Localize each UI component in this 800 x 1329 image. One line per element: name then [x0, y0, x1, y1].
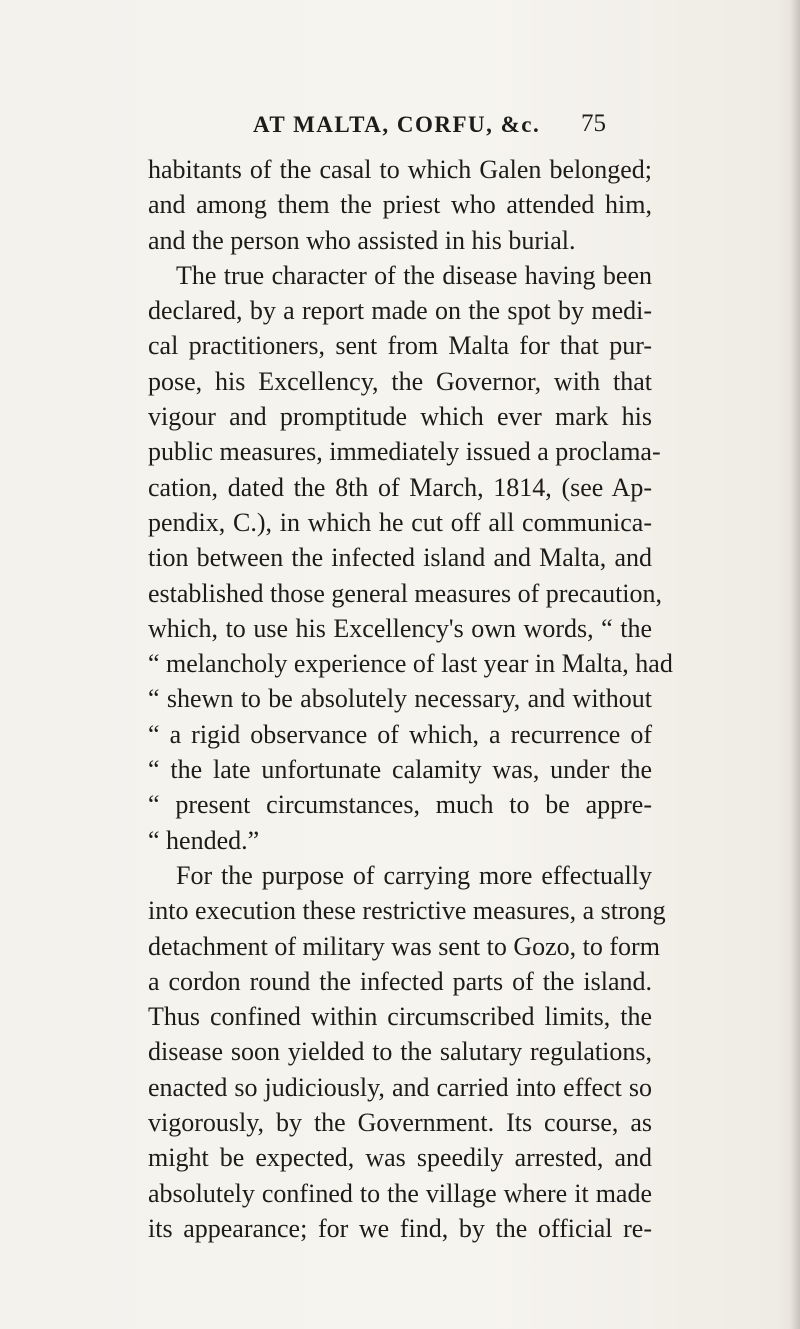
text-line: its appearance; for we find, by the official re- — [148, 1213, 652, 1243]
text-line: cation, dated the 8th of March, 1814, (see Ap- — [148, 472, 652, 502]
text-line: into execution these restrictive measures, a strong — [148, 896, 666, 926]
text-line: enacted so judiciously, and carried into effect so — [148, 1072, 652, 1102]
text-line: pose, his Excellency, the Governor, with that — [148, 366, 652, 396]
body-text — [148, 152, 673, 1246]
text-line: “ a rigid observance of which, a recurrence of — [148, 719, 652, 749]
text-line: established those general measures of precaution, — [148, 578, 663, 608]
paragraph-start-line: For the purpose of carrying more effectually — [176, 860, 652, 890]
text-line: “ melancholy experience of last year in Malta, had — [148, 649, 673, 679]
text-line: vigour and promptitude which ever mark his — [148, 402, 652, 432]
text-line: detachment of military was sent to Gozo, to form — [148, 931, 660, 961]
text-line: and among them the priest who attended him, — [148, 190, 652, 220]
text-line: disease soon yielded to the salutary regulations, — [148, 1037, 652, 1067]
text-line: “ present circumstances, much to be appre- — [148, 790, 652, 820]
text-line: and the person who assisted in his burial. — [148, 225, 576, 255]
running-title: AT MALTA, CORFU, &c. — [253, 112, 541, 137]
text-line: habitants of the casal to which Galen belonged; — [148, 155, 652, 184]
text-line: “ shewn to be absolutely necessary, and without — [148, 684, 652, 714]
paragraph-start-line: The true character of the disease having been — [176, 260, 652, 290]
running-head — [0, 112, 800, 146]
text-line: pendix, C.), in which he cut off all communica- — [148, 507, 652, 537]
text-line: cal practitioners, sent from Malta for that pur- — [148, 331, 652, 361]
page-number: 75 — [581, 110, 606, 137]
text-line: a cordon round the infected parts of the island. — [148, 966, 652, 996]
text-line: vigorously, by the Government. Its course, as — [148, 1108, 652, 1138]
text-line: might be expected, was speedily arrested, and — [148, 1143, 652, 1173]
text-line: public measures, immediately issued a proclama- — [148, 437, 661, 467]
text-line: tion between the infected island and Malta, and — [148, 543, 652, 573]
text-line: which, to use his Excellency's own words, “ the — [148, 613, 652, 643]
text-line: declared, by a report made on the spot by medi- — [148, 296, 652, 326]
text-line: “ the late unfortunate calamity was, under the — [148, 755, 652, 785]
text-line: absolutely confined to the village where it made — [148, 1178, 652, 1208]
text-line: “ hended.” — [148, 825, 260, 855]
text-line: Thus confined within circumscribed limits, the — [148, 1002, 652, 1032]
page-edge-shadow — [790, 0, 800, 1329]
